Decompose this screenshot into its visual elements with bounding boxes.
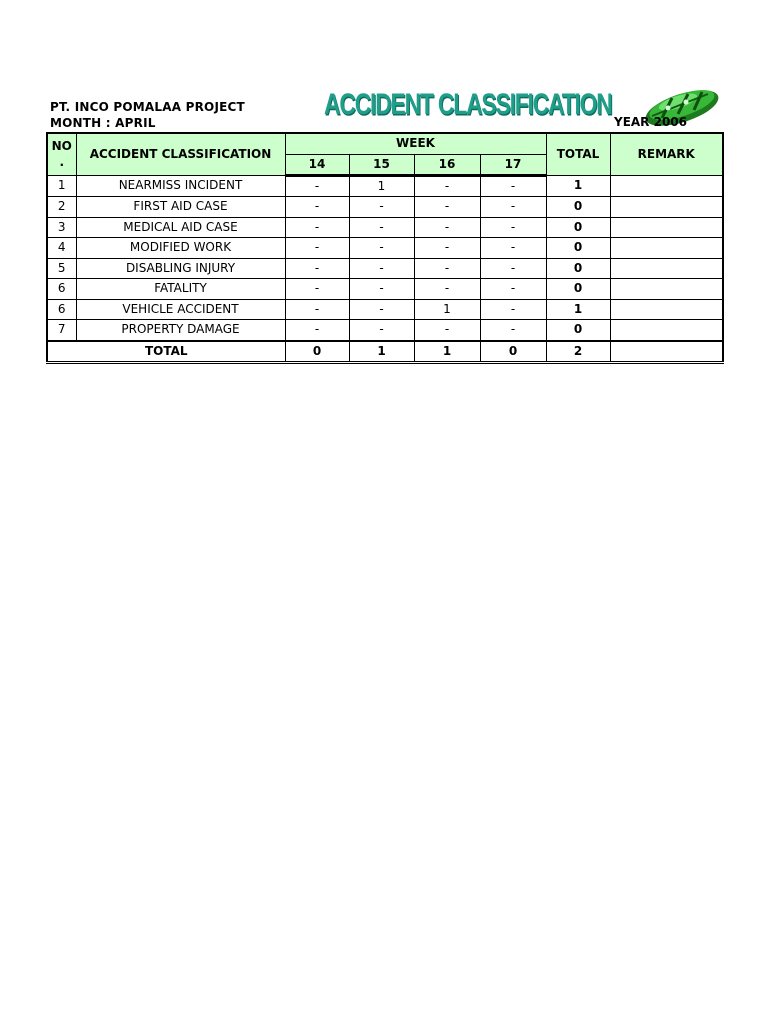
week-total: 1 (414, 341, 480, 363)
row-no: 3 (47, 217, 76, 238)
row-week-value: - (480, 238, 546, 259)
row-week-value: 1 (349, 175, 414, 197)
total-label: TOTAL (47, 341, 285, 363)
report-header (50, 99, 245, 131)
row-no: 6 (47, 299, 76, 320)
row-remark (610, 258, 723, 279)
row-classification: FIRST AID CASE (76, 197, 285, 218)
col-classification-header: ACCIDENT CLASSIFICATION (76, 133, 285, 175)
row-week-value: - (349, 258, 414, 279)
row-week-value: - (349, 320, 414, 341)
week-total: 1 (349, 341, 414, 363)
row-week-value: - (349, 197, 414, 218)
row-remark (610, 197, 723, 218)
col-week-header: WEEK (285, 133, 546, 154)
row-no: 7 (47, 320, 76, 341)
row-week-value: - (480, 279, 546, 300)
table-row (47, 258, 723, 279)
total-remark (610, 341, 723, 363)
row-classification: NEARMISS INCIDENT (76, 175, 285, 197)
grand-total: 2 (546, 341, 610, 363)
row-classification: MEDICAL AID CASE (76, 217, 285, 238)
row-total: 0 (546, 258, 610, 279)
row-no: 2 (47, 197, 76, 218)
row-week-value: - (414, 175, 480, 197)
row-week-value: - (285, 299, 349, 320)
row-week-value: - (480, 320, 546, 341)
report-title: ACCIDENT CLASSIFICATION (324, 88, 612, 121)
row-total: 1 (546, 299, 610, 320)
table-row (47, 197, 723, 218)
total-row (47, 341, 723, 363)
row-classification: PROPERTY DAMAGE (76, 320, 285, 341)
col-total-header: TOTAL (546, 133, 610, 175)
col-no-header: NO . (47, 133, 76, 175)
row-week-value: - (349, 299, 414, 320)
row-classification: DISABLING INJURY (76, 258, 285, 279)
report-month: MONTH : APRIL (50, 116, 156, 130)
table-row (47, 175, 723, 197)
row-no: 5 (47, 258, 76, 279)
row-week-value: - (414, 217, 480, 238)
row-remark (610, 299, 723, 320)
row-week-value: - (285, 197, 349, 218)
row-week-value: - (349, 238, 414, 259)
row-total: 0 (546, 238, 610, 259)
row-total: 0 (546, 279, 610, 300)
row-total: 0 (546, 320, 610, 341)
row-no: 1 (47, 175, 76, 197)
row-week-value: - (285, 175, 349, 197)
row-classification: FATALITY (76, 279, 285, 300)
week-header: 15 (349, 154, 414, 175)
row-remark (610, 175, 723, 197)
table-row (47, 279, 723, 300)
table-row (47, 299, 723, 320)
row-no: 4 (47, 238, 76, 259)
row-week-value: - (480, 197, 546, 218)
project-name: PT. INCO POMALAA PROJECT (50, 100, 245, 114)
week-header: 16 (414, 154, 480, 175)
row-total: 0 (546, 197, 610, 218)
row-week-value: - (285, 217, 349, 238)
week-header: 14 (285, 154, 349, 175)
row-remark (610, 279, 723, 300)
week-total: 0 (480, 341, 546, 363)
row-week-value: - (349, 279, 414, 300)
row-week-value: - (480, 299, 546, 320)
row-total: 1 (546, 175, 610, 197)
row-remark (610, 320, 723, 341)
row-week-value: - (480, 175, 546, 197)
row-week-value: - (349, 217, 414, 238)
row-no: 6 (47, 279, 76, 300)
row-remark (610, 217, 723, 238)
row-week-value: - (414, 258, 480, 279)
table-row (47, 238, 723, 259)
col-remark-header: REMARK (610, 133, 723, 175)
row-remark (610, 238, 723, 259)
row-week-value: - (285, 279, 349, 300)
row-week-value: - (414, 320, 480, 341)
row-week-value: - (414, 279, 480, 300)
row-week-value: 1 (414, 299, 480, 320)
week-total: 0 (285, 341, 349, 363)
row-total: 0 (546, 217, 610, 238)
row-classification: MODIFIED WORK (76, 238, 285, 259)
accident-table (46, 132, 724, 364)
table-row (47, 320, 723, 341)
row-week-value: - (480, 258, 546, 279)
row-week-value: - (414, 197, 480, 218)
row-classification: VEHICLE ACCIDENT (76, 299, 285, 320)
table-row (47, 217, 723, 238)
row-week-value: - (285, 320, 349, 341)
row-week-value: - (285, 258, 349, 279)
week-header: 17 (480, 154, 546, 175)
report-year: YEAR 2006 (614, 115, 687, 129)
row-week-value: - (285, 238, 349, 259)
row-week-value: - (480, 217, 546, 238)
row-week-value: - (414, 238, 480, 259)
